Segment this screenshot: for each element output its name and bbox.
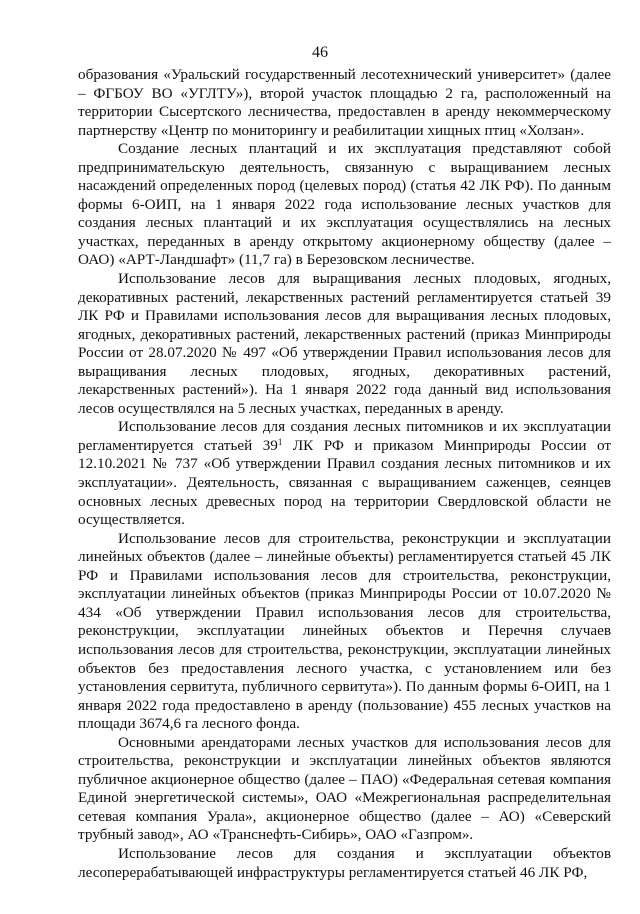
nursery-text-after: ЛК РФ и приказом Минприроды России от 12.10.2021 № 737 «Об утверждении Правил создания лесных питомников и их эксплуатации». Деятельность, связанная с выращиванием саженцев, сеянцев основных лесных древесных пород на территории Свердловской области не осуществляется. — [78, 436, 612, 529]
paragraph-main-tenants: Основными арендаторами лесных участков для использования лесов для строительства, реконструкции и эксплуатации линейных объектов являются публичное акционерное общество (далее – ПАО) «Федеральная сетевая компания Единой энергетической системы», ОАО «Межрегиональная распределительная сетевая компания Урала», акционерное общество (далее – АО) «Северский трубный завод», АО «Транснефть-Сибирь», ОАО «Газпром». — [78, 733, 611, 844]
paragraph-processing-infrastructure: Использование лесов для создания и эксплуатации объектов лесоперерабатывающей инфраструктуры регламентируется статьей 46 ЛК РФ, — [78, 844, 611, 881]
article-superscript: 1 — [277, 436, 283, 447]
paragraph-fruit-berry-plants: Использование лесов для выращивания лесных плодовых, ягодных, декоративных растений, лекарственных растений регламентируется статьей 39 ЛК РФ и Правилами использования лесов для выращивания лесных плодовых, ягодных, декоративных растений, лекарственных растений (приказ Минприроды России от 28.07.2020 № 497 «Об утверждении Правил использования лесов для выращивания лесных плодовых, ягодных, декоративных растений, лекарственных растений»). На 1 января 2022 года данный вид использования лесов осуществлялся на 5 лесных участках, переданных в аренду. — [78, 270, 611, 417]
paragraph-continuation: образования «Уральский государственный лесотехнический университет» (далее – ФГБОУ ВО «УГЛТУ»), второй участок площадью 2 га, расположенный на территории Сысертского лесничества, предоставлен в аренду некоммерческому партнерству «Центр по мониторингу и реабилитации хищных птиц «Холзан». — [78, 66, 611, 139]
nursery-text-before: Использование лесов для создания лесных питомников и их эксплуатации регламентируется статьей 39 — [78, 418, 611, 454]
document-body — [78, 66, 611, 882]
page-number: 46 — [312, 44, 328, 61]
paragraph-forest-plantations: Создание лесных плантаций и их эксплуатация представляют собой предпринимательскую деятельность, связанную с выращиванием лесных насаждений определенных пород (целевых пород) (статья 42 ЛК РФ). По данным формы 6-ОИП, на 1 января 2022 года использование лесных участков для создания лесных плантаций и их эксплуатация осуществлялись на лесных участках, переданных в аренду открытому акционерному обществу (далее – ОАО) «АРТ-Ландшафт» (11,7 га) в Березовском лесничестве. — [78, 140, 611, 269]
paragraph-linear-objects: Использование лесов для строительства, реконструкции и эксплуатации линейных объектов (далее – линейные объекты) регламентируется статьей 45 ЛК РФ и Правилами использования лесов для строительства, реконструкции, эксплуатации линейных объектов (приказ Минприроды России от 10.07.2020 № 434 «Об утверждении Правил использования лесов для строительства, реконструкции, эксплуатации линейных объектов и Перечня случаев использования лесов для строительства, реконструкции, эксплуатации линейных объектов без предоставления лесного участка, с установлением или без установления сервитута, публичного сервитута»). По данным формы 6-ОИП, на 1 января 2022 года предоставлено в аренду (пользование) 455 лесных участков на площади 3674,6 га лесного фонда. — [78, 529, 611, 733]
paragraph-forest-nurseries — [78, 418, 611, 529]
